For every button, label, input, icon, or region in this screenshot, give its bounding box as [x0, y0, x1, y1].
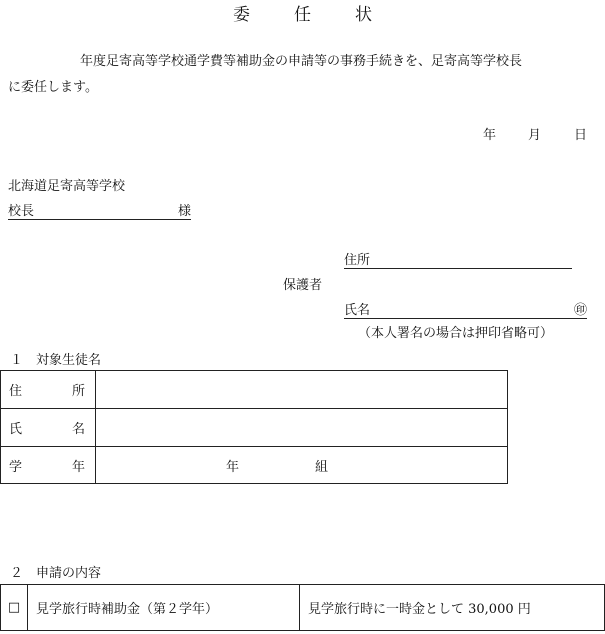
name-field[interactable] [96, 409, 508, 447]
table-row [1, 371, 508, 409]
title-char: 任 [294, 5, 311, 25]
title-char: 委 [233, 5, 250, 25]
guardian-address-label: 住所 [344, 253, 371, 268]
seal-icon: ㊞ [573, 303, 587, 318]
principal-label: 校長 [8, 204, 35, 219]
guardian-name-label: 氏名 [344, 303, 371, 318]
checkbox-cell[interactable] [1, 585, 28, 631]
section1-heading: １ 対象生徒名 [10, 353, 102, 368]
seal-note: （本人署名の場合は押印省略可） [358, 326, 554, 341]
kumi-label: 組 [315, 459, 329, 475]
intro-line-2: に委任します。 [8, 80, 98, 95]
row-label: 氏 名 [1, 409, 96, 447]
table-row [1, 447, 508, 484]
date-year: 年 [483, 128, 497, 143]
application-table [0, 584, 605, 631]
title-char: 状 [355, 5, 372, 25]
grade-field[interactable] [96, 447, 508, 484]
date-month: 月 [528, 128, 542, 143]
row-label: 学 年 [1, 447, 96, 484]
guardian-label: 保護者 [283, 278, 323, 293]
address-field[interactable] [96, 371, 508, 409]
document-title [0, 0, 605, 25]
student-table [0, 370, 508, 484]
honorific: 様 [177, 204, 191, 219]
item-description: 見学旅行時に一時金として 30,000 円 [300, 585, 605, 631]
addressee-principal-line [8, 200, 191, 220]
guardian-address-line [344, 249, 572, 269]
date-day: 日 [574, 128, 588, 143]
intro-line-1: 年度足寄高等学校通学費等補助金の申請等の事務手続きを、足寄高等学校長 [80, 54, 523, 69]
addressee-school: 北海道足寄高等学校 [8, 179, 126, 194]
table-row [1, 585, 605, 631]
row-label: 住 所 [1, 371, 96, 409]
nen-label: 年 [226, 459, 240, 475]
item-name: 見学旅行時補助金（第２学年） [28, 585, 300, 631]
table-row [1, 409, 508, 447]
checkbox-icon[interactable]: □ [7, 600, 21, 615]
section2-heading: ２ 申請の内容 [10, 566, 102, 581]
guardian-name-line [344, 299, 587, 319]
